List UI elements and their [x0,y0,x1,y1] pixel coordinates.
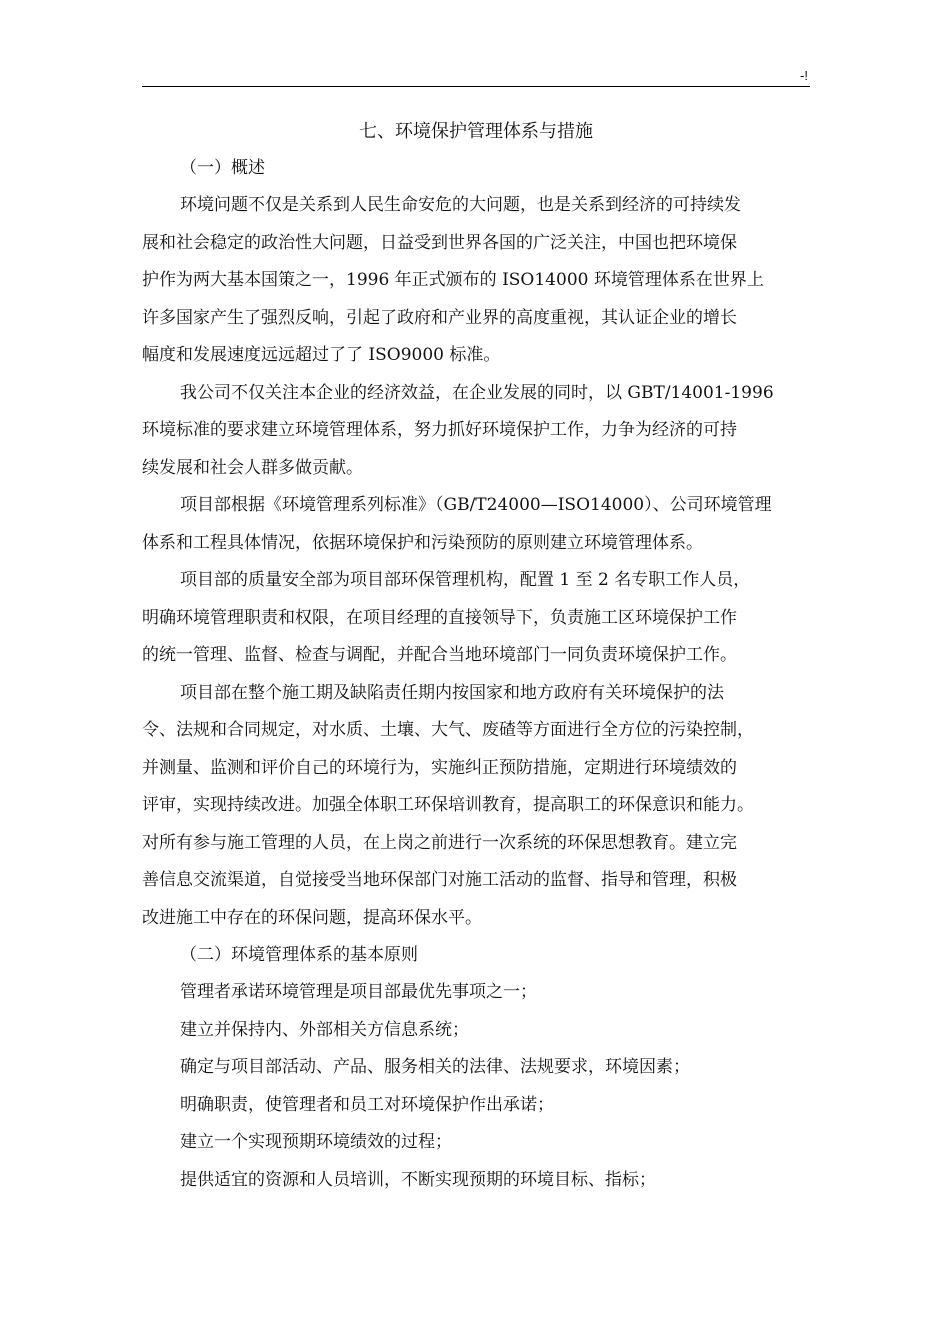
paragraph-line: 展和社会稳定的政治性大问题，日益受到世界各国的广泛关注，中国也把环境保 [142,232,737,253]
paragraph-line: 评审，实现持续改进。加强全体职工环保培训教育，提高职工的环保意识和能力。 [142,795,754,815]
paragraph-line: 的统一管理、监督、检查与调配，并配合当地环境部门一同负责环境保护工作。 [142,645,737,665]
paragraph-line: 环境标准的要求建立环境管理体系，努力抓好环境保护工作，力争为经济的可持 [142,420,737,440]
paragraph-line: 体系和工程具体情况，依据环境保护和污染预防的原则建立环境管理体系。 [142,532,703,553]
principle-item: 建立并保持内、外部相关方信息系统； [180,1019,469,1040]
paragraph [142,675,810,938]
paragraph [142,375,810,488]
paragraph [142,562,810,675]
paragraph-line: 项目部根据《环境管理系列标准》（GB/T24000—ISO14000）、公司环境管理 [180,495,772,515]
paragraph-line: 我公司不仅关注本企业的经济效益，在企业发展的同时，以 GBT/14001-1996 [180,382,774,403]
paragraph-line: 项目部的质量安全部为项目部环保管理机构，配置 1 至 2 名专职工作人员， [180,570,751,590]
paragraph-line: 善信息交流渠道，自觉接受当地环保部门对施工活动的监督、指导和管理，积极 [142,870,737,890]
section-heading-overview: （一）概述 [180,158,265,178]
paragraph-line: 对所有参与施工管理的人员，在上岗之前进行一次系统的环保思想教育。建立完 [142,832,737,853]
paragraph-line: 护作为两大基本国策之一，1996 年正式颁布的 ISO14000 环境管理体系在世界上 [142,270,764,290]
paragraph [142,187,810,375]
principle-item: 管理者承诺环境管理是项目部最优先事项之一； [180,982,537,1002]
paragraph-line: 项目部在整个施工期及缺陷责任期内按国家和地方政府有关环境保护的法 [180,682,724,703]
paragraph-line: 幅度和发展速度远远超过了了 ISO9000 标准。 [142,345,501,365]
section-heading-principles: （二）环境管理体系的基本原则 [180,945,418,965]
document-body [142,113,810,1199]
principle-item: 确定与项目部活动、产品、服务相关的法律、法规要求，环境因素； [180,1057,690,1077]
header-rule [142,86,810,87]
paragraph-line: 明确环境管理职责和权限，在项目经理的直接领导下，负责施工区环境保护工作 [142,607,737,628]
principle-item: 明确职责，使管理者和员工对环境保护作出承诺； [180,1094,554,1115]
principle-item: 提供适宜的资源和人员培训，不断实现预期的环境目标、指标； [180,1169,656,1190]
paragraph-line: 改进施工中存在的环保问题，提高环保水平。 [142,907,482,928]
paragraph-line: 许多国家产生了强烈反响，引起了政府和产业界的高度重视，其认证企业的增长 [142,307,737,328]
paragraph-line: 令、法规和合同规定，对水质、土壤、大气、废碴等方面进行全方位的污染控制， [142,720,754,740]
paragraph-line: 环境问题不仅是关系到人民生命安危的大问题，也是关系到经济的可持续发 [180,195,741,215]
paragraph [142,487,810,562]
section-title: 七、环境保护管理体系与措施 [359,121,593,142]
page-marker: -! [800,68,808,83]
paragraph-line: 续发展和社会人群多做贡献。 [142,457,363,478]
paragraph-line: 并测量、监测和评价自己的环境行为，实施纠正预防措施，定期进行环境绩效的 [142,757,737,778]
principle-item: 建立一个实现预期环境绩效的过程； [180,1132,452,1152]
